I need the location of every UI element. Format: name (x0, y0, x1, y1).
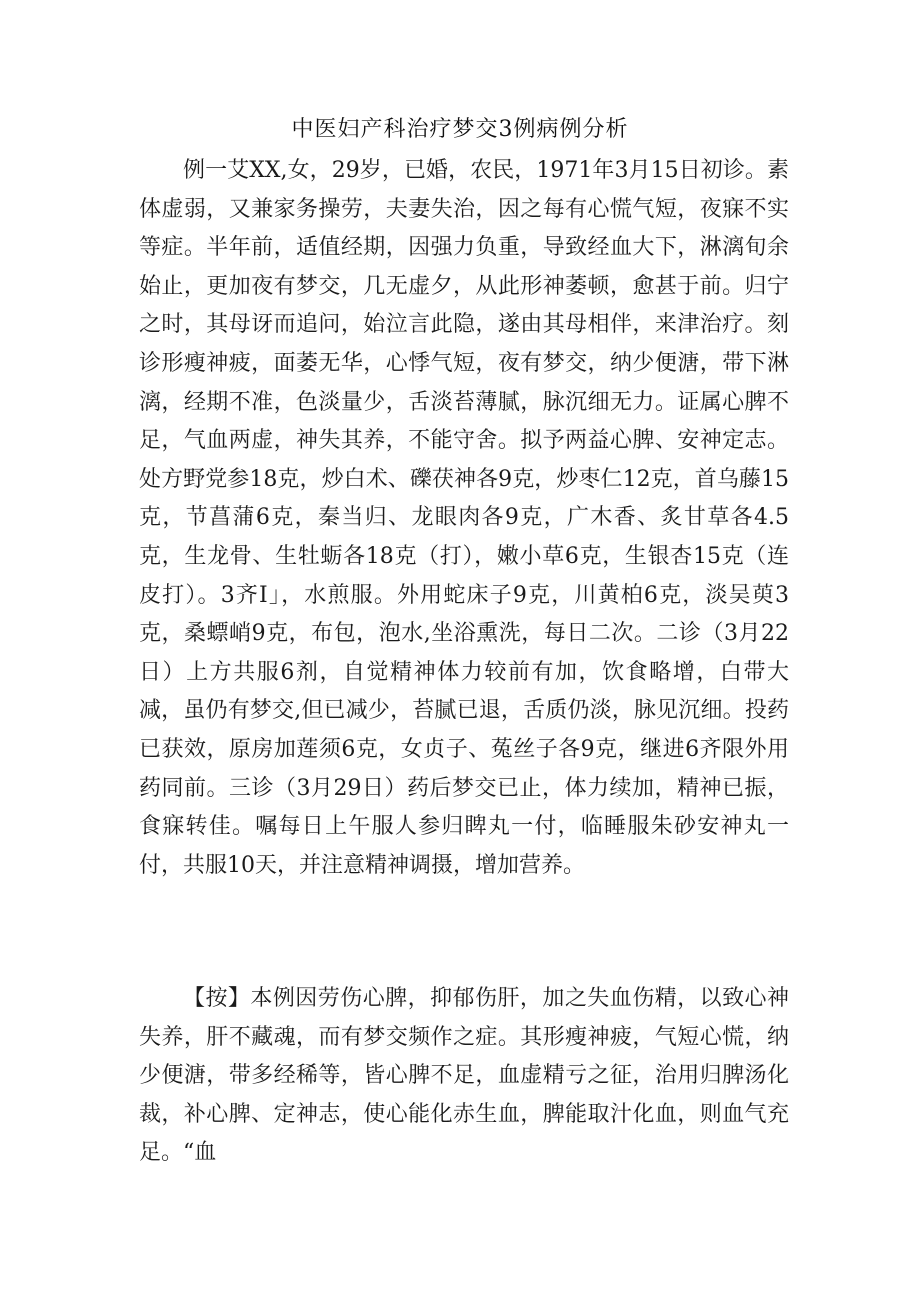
document-title: 中医妇产科治疗梦交3例病例分析 (291, 117, 629, 142)
commentary-paragraph: 【按】本例因劳伤心脾，抑郁伤肝，加之失血伤精，以致心神失养，肝不藏魂，而有梦交频作之症。其形瘦神疲，气短心慌，纳少便溏，带多经稀等，皆心脾不足，血虚精亏之征，治用归脾汤化裁，补心脾、定神志，使心能化赤生血，脾能取汁化血，则血气充足。“血 (139, 986, 789, 1166)
case-one-paragraph: 例一艾XX,女，29岁，已婚，农民，1971年3月15日初诊。素体虚弱，又兼家务操劳，夫妻失治，因之每有心慌气短，夜寐不实等症。半年前，适值经期，因强力负重，导致经血大下，淋漓旬余始止，更加夜有梦交，几无虚夕，从此形神萎顿，愈甚于前。归宁之时，其母讶而追问，始泣言此隐，遂由其母相伴，来津治疗。刻诊形瘦神疲，面萎无华，心悸气短，夜有梦交，纳少便溏，带下淋漓，经期不准，色淡量少，舌淡苔薄腻，脉沉细无力。证属心脾不足，气血两虚，神失其养，不能守舍。拟予两益心脾、安神定志。处方野党参18克，炒白术、礫茯神各9克，炒枣仁12克，首乌藤15克，节菖蒲6克，秦当归、龙眼肉各9克，广木香、炙甘草各4.5克，生龙骨、生牡蛎各18克（打），嫩小草6克，生银杏15克（连皮打）。3齐I」，水煎服。外用蛇床子9克，川黄柏6克，淡吴萸3克，桑螵峭9克，布包，泡水,坐浴熏洗，每日二次。二诊（3月22日）上方共服6剂，自觉精神体力较前有加，饮食略增，白带大减，虽仍有梦交,但已减少，苔腻已退，舌质仍淡，脉见沉细。投药已获效，原房加莲须6克，女贞子、菟丝子各9克，继进6齐限外用药同前。三诊（3月29日）药后梦交已止，体力续加，精神已振，食寐转佳。嘱每日上午服人参归睥丸一付，临睡服朱砂安神丸一付，共服10天，并注意精神调摄，增加营养。 (139, 158, 789, 878)
